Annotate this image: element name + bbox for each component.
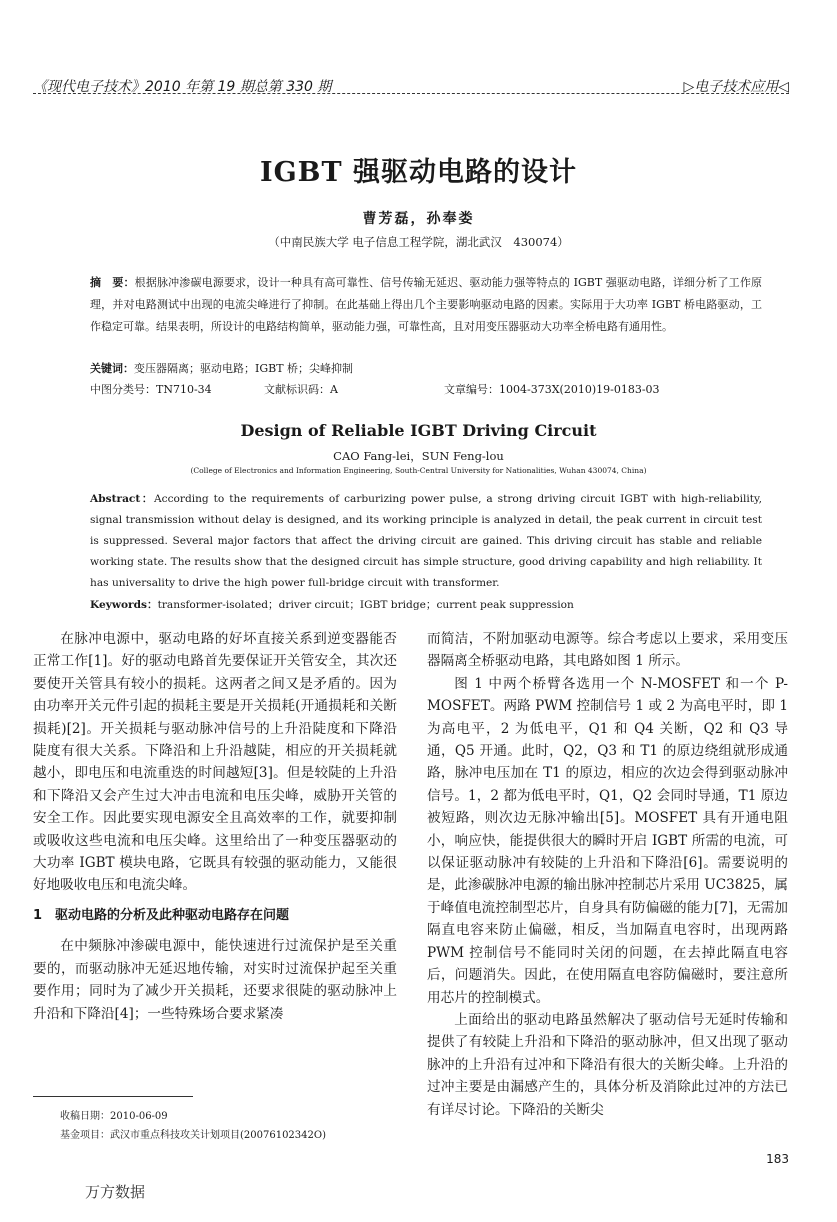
footnote-fund: 基金项目：武汉市重点科技攻关计划项目(20076102342O) xyxy=(60,1130,326,1141)
affiliation-cn: （中南民族大学 电子信息工程学院，湖北武汉 430074） xyxy=(268,235,569,249)
abstract-cn xyxy=(90,272,762,338)
abstract-cn-label: 摘 要： xyxy=(90,276,135,289)
keywords-en-text: transformer-isolated；driver circuit；IGBT bridge；current peak suppression xyxy=(157,599,574,611)
body-left-column xyxy=(33,628,397,1025)
abstract-cn-text: 根据脉冲渗碳电源要求，设计一种具有高可靠性、信号传输无延迟、驱动能力强等特点的 IGBT 强驱动电路，详细分析了工作原理，并对电路测试中出现的电流尖峰进行了抑制。在此基础上得出几个主要影响驱动电路的因素。实际用于大功率 IGBT 桥电路驱动，工作稳定可靠。结果表明，所设计的电路结构简单，驱动能力强，可靠性高，且对用变压器驱动大功率全桥电路有通用性。 xyxy=(90,276,762,333)
abstract-en-label: Abstract： xyxy=(90,493,154,505)
body-paragraph: 图 1 中两个桥臂各选用一个 N-MOSFET 和一个 P-MOSFET。两路 PWM 控制信号 1 或 2 为高电平时，即 1 为高电平，2 为低电平，Q1 和 Q4 关断，Q2 和 Q3 导通，Q5 开通。此时，Q2，Q3 和 T1 的原边绕组就形成通路，脉冲电压加在 T1 的原边，相应的次边会得到驱动脉冲信号。1，2 都为低电平时，Q1，Q2 会同时导通，T1 原边被短路，则次边无脉冲输出[5]。MOSFET 具有开通电阻小，响应快，能提供很大的瞬时开启 IGBT 所需的电流，可以保证驱动脉冲有较陡的上升沿和下降沿[6]。需要说明的是，此渗碳脉冲电源的输出脉冲控制芯片采用 UC3825，属于峰值电流控制型芯片，自身具有防偏磁的能力[7]，无需加隔直电容来防止偏磁，相反，当加隔直电容时，出现两路 PWM 控制信号不能同时关闭的问题，在去掉此隔直电容后，问题消失。因此，在使用隔直电容防偏磁时，要注意所用芯片的控制模式。 xyxy=(427,675,788,1006)
title-cn: IGBT 强驱动电路的设计 xyxy=(259,157,577,188)
keywords-cn-label: 关键词： xyxy=(90,362,134,375)
affiliation-en: (College of Electronics and Information Engineering, South-Central University for Nationalities, Wuhan 430074, China) xyxy=(190,466,647,475)
footnote-received: 收稿日期：2010-06-09 xyxy=(60,1111,168,1122)
body-paragraph: 而简洁，不附加驱动电源等。综合考虑以上要求，采用变压器隔离全桥驱动电路，其电路如图 1 所示。 xyxy=(427,631,788,670)
section-heading: 1 驱动电路的分析及此种驱动电路存在问题 xyxy=(33,907,290,923)
keywords-cn-text: 变压器隔离；驱动电路；IGBT 桥；尖峰抑制 xyxy=(134,362,354,375)
journal-header: 《现代电子技术》2010 年第 19 期总第 330 期 xyxy=(33,79,332,95)
keywords-en xyxy=(90,597,574,612)
keywords-en-label: Keywords： xyxy=(90,599,158,611)
header-rule xyxy=(33,93,789,94)
watermark: 万方数据 xyxy=(85,1183,146,1201)
authors-en: CAO Fang-lei，SUN Feng-lou xyxy=(333,449,504,463)
section-header: ▷电子技术应用◁ xyxy=(683,79,789,95)
abstract-en xyxy=(90,489,762,594)
document-code: 文献标识码：A xyxy=(264,383,338,396)
body-right-column xyxy=(427,628,788,1121)
footnote-rule xyxy=(33,1096,193,1097)
title-en: Design of Reliable IGBT Driving Circuit xyxy=(240,421,597,440)
body-paragraph: 在脉冲电源中，驱动电路的好坏直接关系到逆变器能否正常工作[1]。好的驱动电路首先要保证开关管安全，其次还要使开关管具有较小的损耗。这两者之间又是矛盾的。因为由功率开关元件引起的损耗主要是开关损耗(开通损耗和关断损耗)[2]。开关损耗与驱动脉冲信号的上升沿陡度和下降沿陡度有很大关系。下降沿和上升沿越陡，相应的开关损耗就越小，即电压和电流重迭的时间越短[3]。但是较陡的上升沿和下降沿又会产生过大冲击电流和电压尖峰，威胁开关管的安全工作。因此要实现电源安全且高效率的工作，就要抑制或吸收这些电流和电压尖峰。这里给出了一种变压器驱动的大功率 IGBT 模块电路，它既具有较强的驱动能力，又能很好地吸收电压和电流尖峰。 xyxy=(33,631,397,894)
article-number: 文章编号：1004-373X(2010)19-0183-03 xyxy=(444,383,660,396)
authors-cn: 曹芳磊，孙奉娄 xyxy=(362,211,475,227)
clc-number: 中图分类号：TN710-34 xyxy=(90,383,212,396)
body-paragraph: 在中频脉冲渗碳电源中，能快速进行过流保护是至关重要的，而驱动脉冲无延迟地传输，对实时过流保护起至关重要作用；同时为了减少开关损耗，还要求很陡的驱动脉冲上升沿和下降沿[4]；一些特殊场合要求紧凑 xyxy=(33,938,397,1022)
abstract-en-text: According to the requirements of carburizing power pulse, a strong driving circuit IGBT with high-reliability, signal transmission without delay is designed, and its working principle is analyzed in detail, the peak current in circuit test is suppressed. Several major factors that affect the driving circuit are gained. This driving circuit has stable and reliable working state. The results show that the designed circuit has simple structure, good driving capability and high reliability. It has universality to drive the high power full-bridge circuit with transformer. xyxy=(90,493,762,589)
body-paragraph: 上面给出的驱动电路虽然解决了驱动信号无延时传输和提供了有较陡上升沿和下降沿的驱动脉冲，但又出现了驱动脉冲的上升沿有过冲和下降沿有很大的关断尖峰。上升沿的过冲主要是由漏感产生的，具体分析及消除此过冲的方法已有详尽讨论。下降沿的关断尖 xyxy=(427,1011,788,1118)
classification-line xyxy=(90,381,762,397)
keywords-cn xyxy=(90,360,353,376)
page-number: 183 xyxy=(766,1152,789,1166)
